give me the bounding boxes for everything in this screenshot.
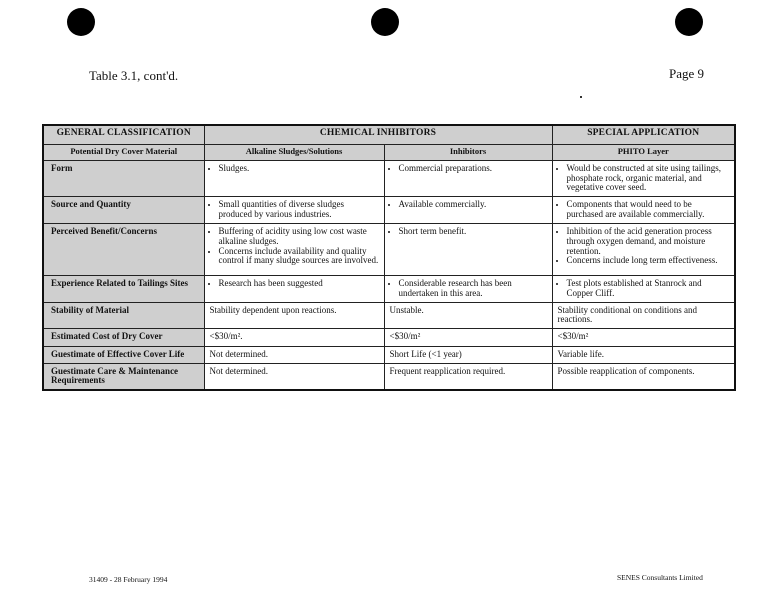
bullet-list [390, 227, 547, 237]
bullet-list [558, 164, 730, 193]
table-cell: Possible reapplication of components. [552, 363, 735, 390]
page-number: Page 9 [669, 66, 705, 81]
table-row [43, 197, 735, 224]
table-row [43, 302, 735, 328]
table-row [43, 347, 735, 364]
table-cell [204, 161, 384, 197]
sub-header: PHITO Layer [552, 145, 735, 161]
bullet-item: • Short term benefit. [399, 227, 547, 237]
binder-hole-right [675, 8, 703, 36]
row-label: Source and Quantity [43, 197, 204, 224]
bullet-item: • Inhibition of the acid generation process through oxygen demand, and moisture retention. [567, 227, 730, 256]
table-cell: <$30/m² [552, 329, 735, 347]
table-cell [384, 197, 552, 224]
bullet-list [210, 164, 379, 174]
document-id-date: 31409 - 28 February 1994 [89, 575, 168, 584]
bullet-item: • Sludges. [219, 164, 379, 174]
sub-header: Potential Dry Cover Material [43, 145, 204, 161]
table-cell [204, 197, 384, 224]
bullet-list [390, 164, 547, 174]
table-reference: Table 3.1, cont'd. [89, 68, 179, 83]
classification-table [42, 124, 736, 391]
bullet-list [558, 227, 730, 266]
bullet-item: • Components that would need to be purchased are available commercially. [567, 200, 730, 219]
table-row [43, 161, 735, 197]
row-label: Stability of Material [43, 302, 204, 328]
bullet-item: • Research has been suggested [219, 279, 379, 289]
bullet-item: • Considerable research has been undertaken in this area. [399, 279, 547, 298]
row-label: Form [43, 161, 204, 197]
bullet-item: • Commercial preparations. [399, 164, 547, 174]
bullet-item: • Test plots established at Stanrock and Copper Cliff. [567, 279, 730, 298]
table-body [43, 161, 735, 391]
table-cell: Short Life (<1 year) [384, 347, 552, 364]
table-cell: Frequent reapplication required. [384, 363, 552, 390]
table-cell: <$30/m² [384, 329, 552, 347]
company-name: SENES Consultants Limited [617, 573, 703, 582]
table-row [43, 329, 735, 347]
table-cell [384, 276, 552, 302]
table-row [43, 363, 735, 390]
sub-header: Inhibitors [384, 145, 552, 161]
table-cell: <$30/m². [204, 329, 384, 347]
table-cell: Not determined. [204, 347, 384, 364]
group-header-row [43, 125, 735, 145]
bullet-item: • Concerns include long term effectiveness. [567, 256, 730, 266]
table-cell [552, 276, 735, 302]
sub-header: Alkaline Sludges/Solutions [204, 145, 384, 161]
bullet-list [558, 279, 730, 298]
row-label: Estimated Cost of Dry Cover [43, 329, 204, 347]
binder-hole-center [371, 8, 399, 36]
table-cell: Not determined. [204, 363, 384, 390]
bullet-list [390, 200, 547, 210]
table-cell [384, 161, 552, 197]
table-cell [552, 197, 735, 224]
row-label: Perceived Benefit/Concerns [43, 224, 204, 276]
binder-hole-left [67, 8, 95, 36]
bullet-list [390, 279, 547, 298]
bullet-list [210, 279, 379, 289]
group-header: SPECIAL APPLICATION [552, 125, 735, 145]
scan-speck [580, 96, 582, 98]
bullet-list [210, 200, 379, 219]
row-label: Experience Related to Tailings Sites [43, 276, 204, 302]
bullet-item: • Concerns include availability and quality control if many sludge sources are involved. [219, 247, 379, 266]
bullet-item: • Available commercially. [399, 200, 547, 210]
row-label: Guestimate Care & Maintenance Requirements [43, 363, 204, 390]
table-cell [384, 224, 552, 276]
group-header: CHEMICAL INHIBITORS [204, 125, 552, 145]
table-cell [204, 224, 384, 276]
bullet-item: • Small quantities of diverse sludges produced by various industries. [219, 200, 379, 219]
sub-header-row [43, 145, 735, 161]
table-cell [552, 161, 735, 197]
table-cell: Unstable. [384, 302, 552, 328]
bullet-item: • Would be constructed at site using tailings, phosphate rock, organic material, and vegetative cover seed. [567, 164, 730, 193]
table-cell [204, 276, 384, 302]
table-row [43, 224, 735, 276]
bullet-list [210, 227, 379, 266]
table-cell [552, 224, 735, 276]
row-label: Guestimate of Effective Cover Life [43, 347, 204, 364]
table-cell: Stability dependent upon reactions. [204, 302, 384, 328]
table-cell: Stability conditional on conditions and reactions. [552, 302, 735, 328]
table-cell: Variable life. [552, 347, 735, 364]
table-row [43, 276, 735, 302]
bullet-item: • Buffering of acidity using low cost waste alkaline sludges. [219, 227, 379, 246]
bullet-list [558, 200, 730, 219]
group-header: GENERAL CLASSIFICATION [43, 125, 204, 145]
